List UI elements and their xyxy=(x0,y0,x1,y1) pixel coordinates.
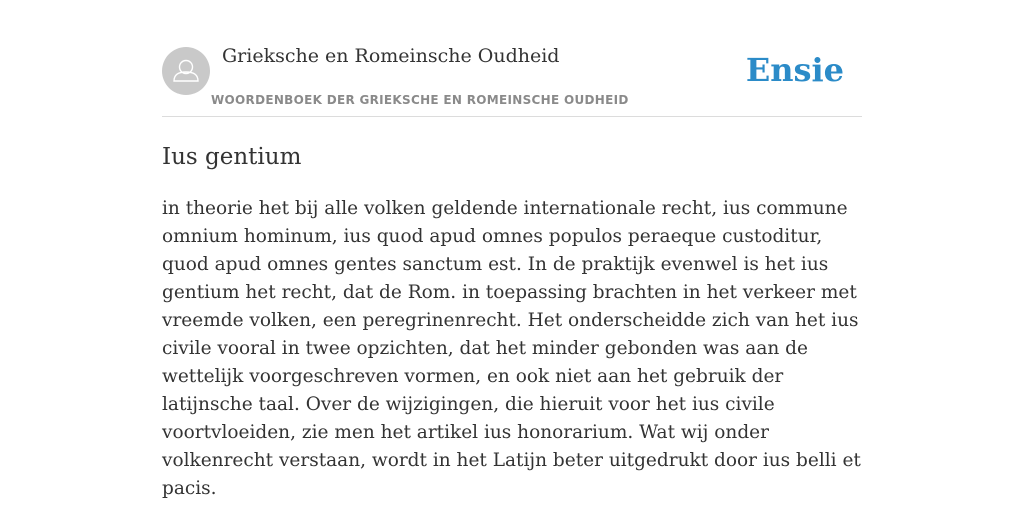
ensie-logo-link[interactable]: Ensie xyxy=(745,51,844,89)
source-title[interactable]: Grieksche en Romeinsche Oudheid xyxy=(222,45,560,67)
entry-header xyxy=(162,40,862,117)
entry-card xyxy=(162,40,862,503)
source-subtitle: WOORDENBOEK DER GRIEKSCHE EN ROMEINSCHE OUDHEID xyxy=(211,93,629,107)
user-icon[interactable] xyxy=(162,47,210,95)
entry-title: Ius gentium xyxy=(162,144,302,170)
entry-body: in theorie het bij alle volken geldende internationale recht, ius commune omnium hominum, ius quod apud omnes populos peraeque custoditur, quod apud omnes gentes sanctum est. In de praktijk evenwel is het ius gentium het recht, dat de Rom. in toepassing brachten in het verkeer met vreemde volken, een peregrinenrecht. Het onderscheidde zich van het ius civile vooral in twee opzichten, dat het minder gebonden was aan de wettelijk voorgeschreven vormen, en ook niet aan het gebruik der latijnsche taal. Over de wijzigingen, die hieruit voor het ius civile voortvloeiden, zie men het artikel ius honorarium. Wat wij onder volkenrecht verstaan, wordt in het Latijn beter uitgedrukt door ius belli et pacis. xyxy=(162,198,861,499)
